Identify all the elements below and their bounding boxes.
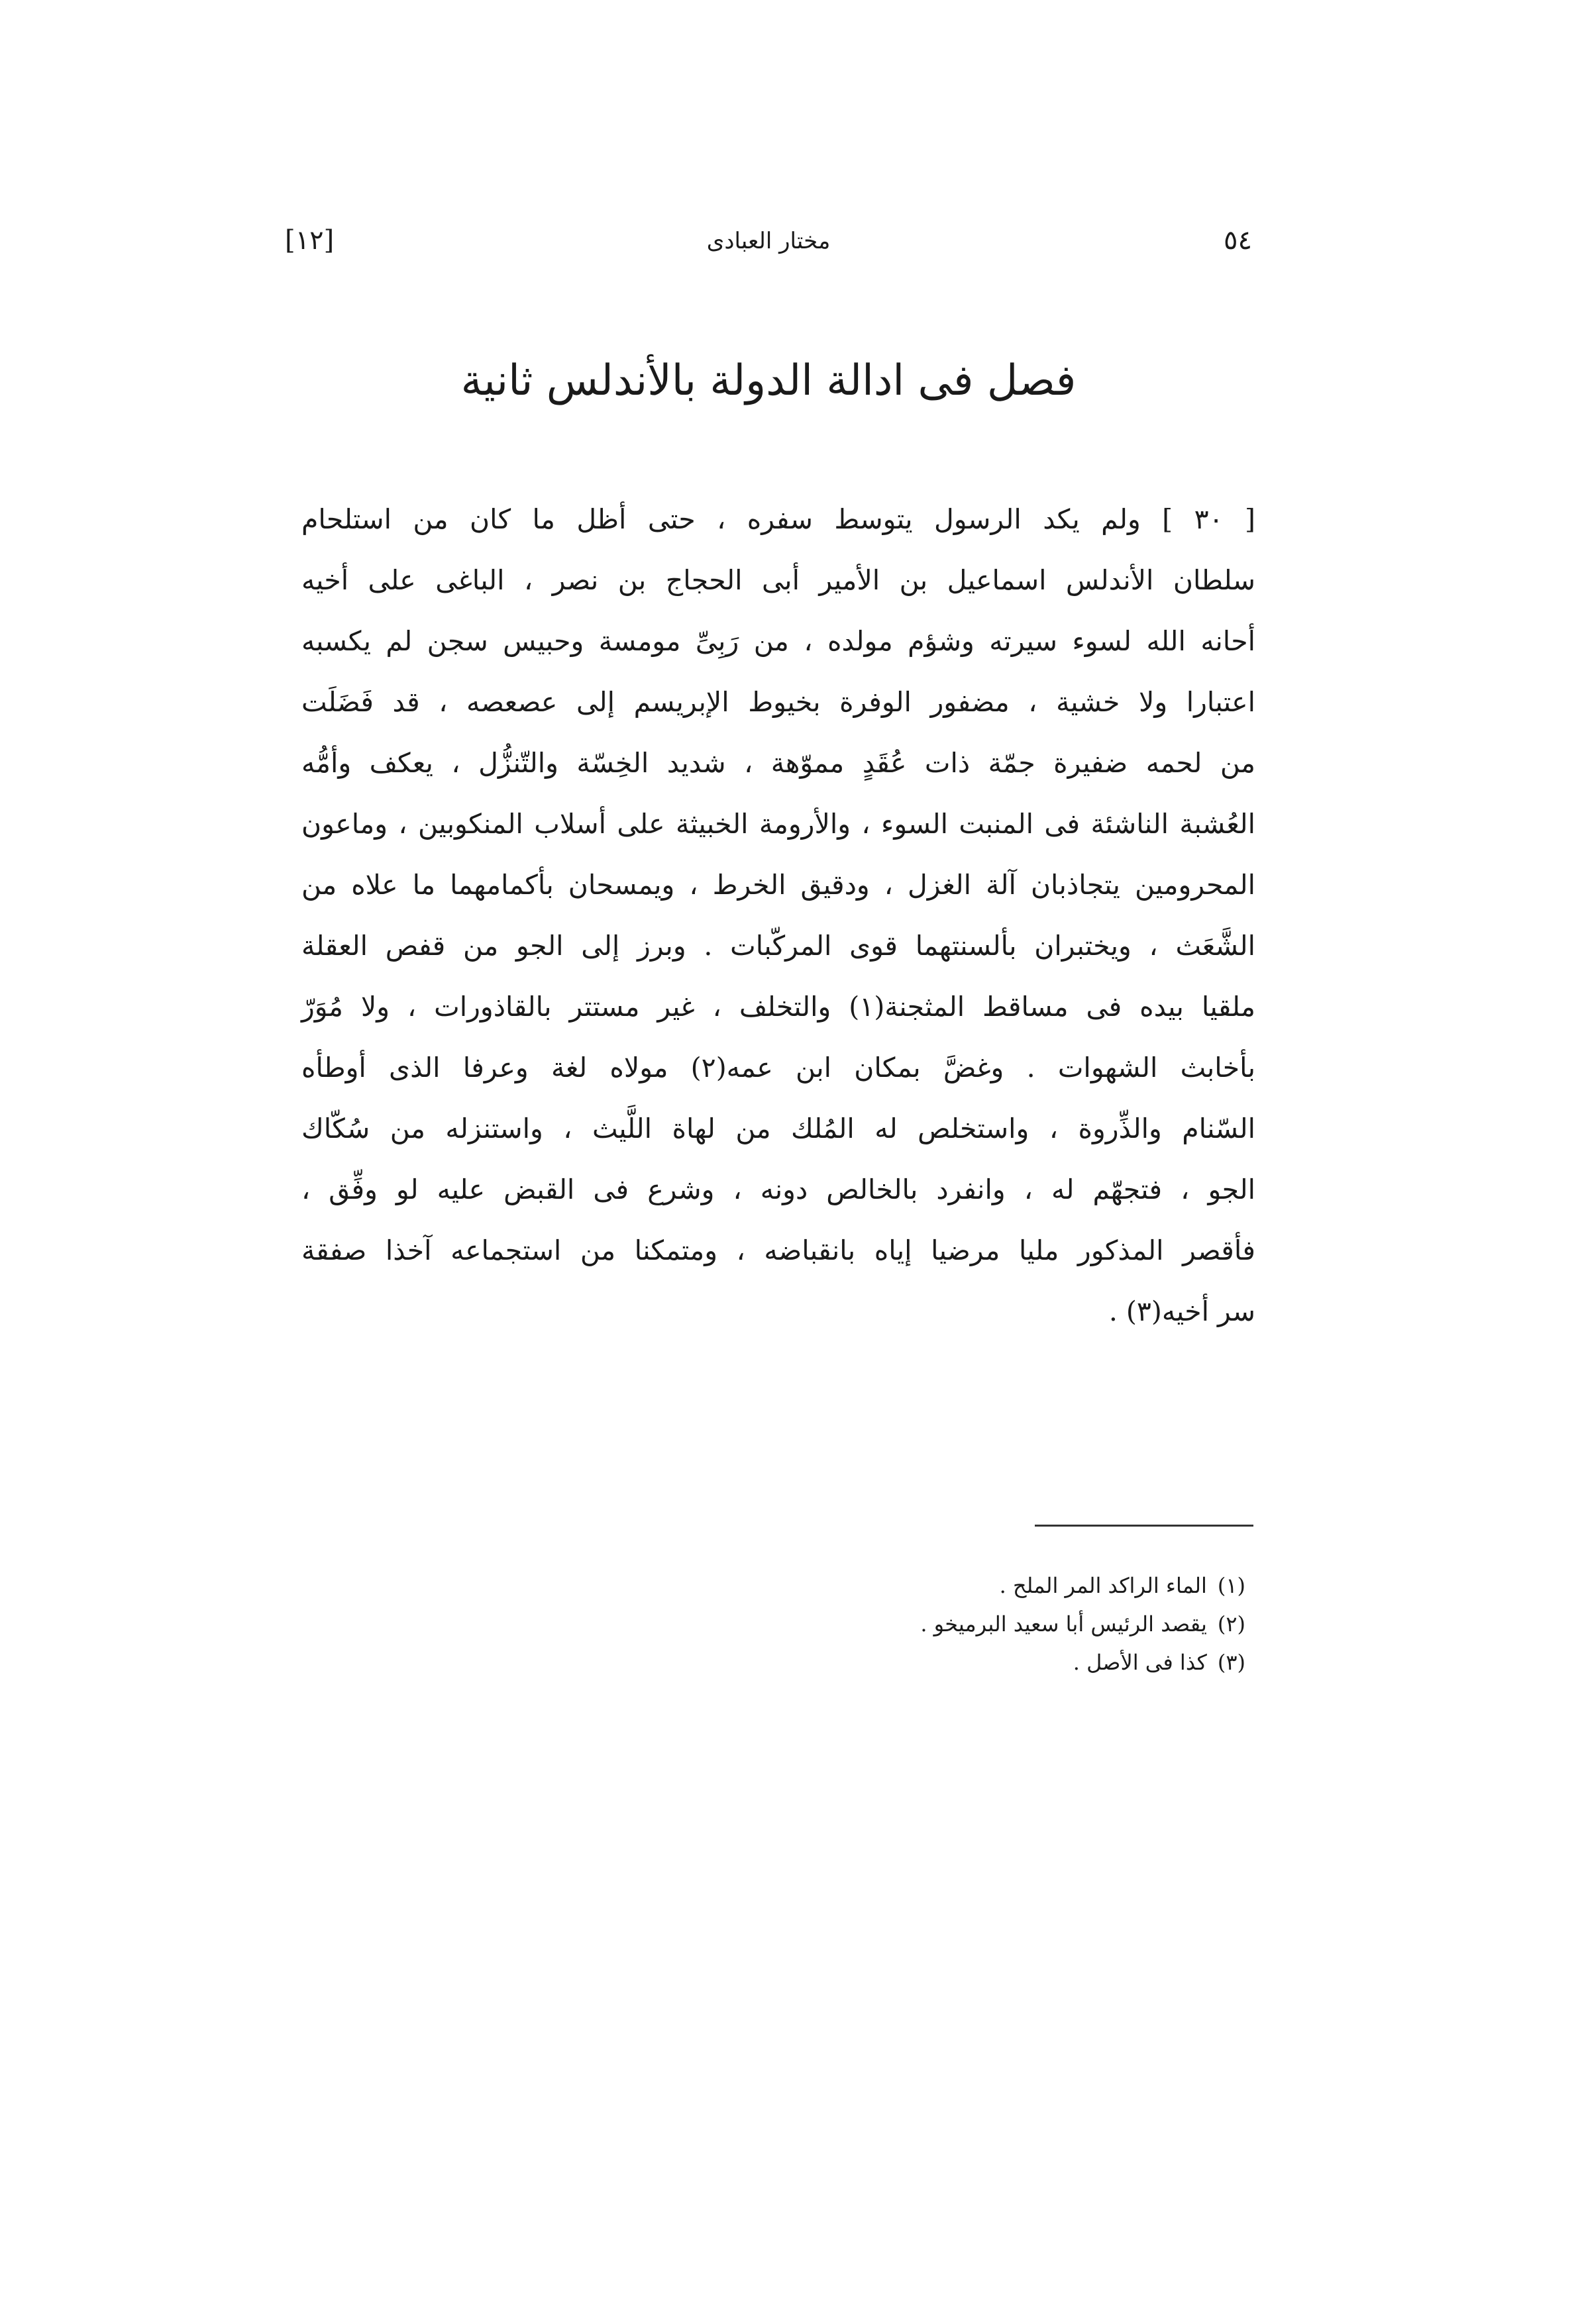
page-number: ٥٤ (1224, 225, 1252, 256)
footnote-text: كذا فى الأصل . (1073, 1650, 1207, 1675)
footnotes (530, 1566, 1245, 1682)
footnote-text: يقصد الرئيس أبا سعيد البرميخو . (920, 1611, 1207, 1637)
chapter-title: فصل فى ادالة الدولة بالأندلس ثانية (460, 356, 1077, 405)
running-title: مختار العبادى (706, 228, 831, 254)
body-line: سر أخيه(٣) . (1108, 1295, 1255, 1327)
footnote-number: (٢) (1217, 1611, 1245, 1637)
body-line: الجو ، فتجهّم له ، وانفرد بالخالص دونه ، وشرع فى القبض عليه لو وفِّق ، (301, 1174, 1255, 1205)
body-line: بأخابث الشهوات . وغضَّ بمكان ابن عمه(٢) مولاه لغة وعرفا الذى أوطأه (301, 1052, 1255, 1084)
body-line: من لحمه ضفيرة جمّة ذات عُقَدٍ مموّهة ، شديد الخِسّة والتّنزُّل ، يعكف وأمُّه (301, 747, 1255, 779)
footnote-divider (1035, 1525, 1253, 1527)
body-line: [ ٣٠ ] ولم يكد الرسول يتوسط سفره ، حتى أظل ما كان من استلحام (301, 503, 1256, 535)
body-line: ملقيا بيده فى مساقط المثجنة(١) والتخلف ، غير مستتر بالقاذورات ، ولا مُوَرّ (301, 991, 1255, 1023)
body-line: العُشبة الناشئة فى المنبت السوء ، والأرومة الخبيثة على أسلاب المنكوبين ، وماعون (301, 808, 1255, 840)
body-line: أحانه الله لسوء سيرته وشؤم مولده ، من رَبِىِّ مومسة وحبيس سجن لم يكسبه (301, 625, 1255, 657)
body-line: سلطان الأندلس اسماعيل بن الأمير أبى الحجاج بن نصر ، الباغى على أخيه (301, 564, 1255, 596)
footnote-number: (١) (1217, 1573, 1245, 1598)
body-text (301, 489, 1255, 1342)
body-line: السّنام والذِّروة ، واستخلص له المُلك من لهاة اللَّيث ، واستنزله من سُكّاك (301, 1113, 1255, 1144)
body-line: اعتبارا ولا خشية ، مضفور الوفرة بخيوط الإبريسم إلى عصعصه ، قد فَضَلَت (301, 686, 1255, 718)
body-line: المحرومين يتجاذبان آلة الغزل ، ودقيق الخرط ، ويمسحان بأكمامهما ما علاه من (301, 869, 1255, 901)
footnote (530, 1566, 1245, 1605)
footnote-text: الماء الراكد المر الملح . (999, 1573, 1207, 1598)
body-line: الشَّعَث ، ويختبران بألسنتهما قوى المركّبات . وبرز إلى الجو من قفص العقلة (301, 930, 1255, 962)
page-header (285, 225, 1252, 278)
section-number: [١٢] (285, 225, 335, 256)
footnote-number: (٣) (1217, 1650, 1245, 1675)
footnote (530, 1643, 1245, 1682)
footnote (530, 1605, 1245, 1643)
body-line: فأقصر المذكور مليا مرضيا إياه بانقباضه ، ومتمكنا من استجماعه آخذا صفقة (301, 1235, 1255, 1266)
